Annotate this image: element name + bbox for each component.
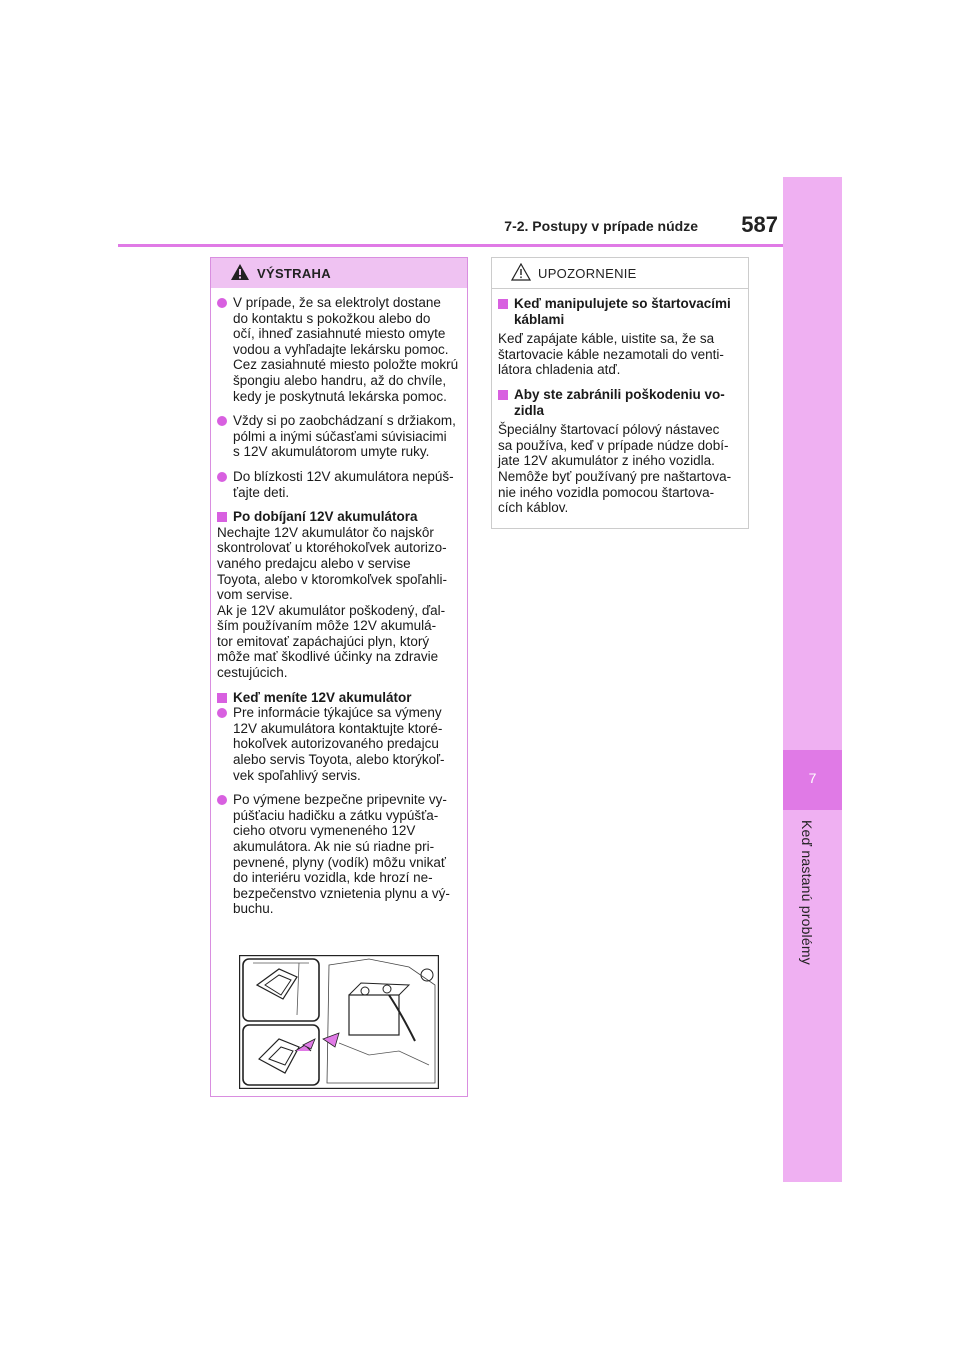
- item-text: Pre informácie týkajúce sa výmeny 12V akumulátora kontaktujte ktoré- hokoľvek autorizovaného predajcu alebo servis Toyota, alebo ktorýkoľ- vek spoľahlivý servis.: [233, 705, 445, 783]
- section-text: Nechajte 12V akumulátor čo najskôr skontrolovať u ktoréhokoľvek autorizo- vaného predajcu alebo v servise Toyota, alebo v ktoromkoľvek spoľahli- vom servise. Ak je 12V akumulátor poškodený, ďal- ším používaním môže 12V akumulá- tor emitovať zapáchajúci plyn, ktorý môže mať škodlivé účinky na zdravie cestujúcich.: [217, 524, 447, 681]
- warning-header: [211, 258, 467, 288]
- caution-label: UPOZORNENIE: [538, 266, 637, 281]
- bullet-icon: [217, 472, 227, 482]
- caution-body: [492, 289, 748, 516]
- list-item: [217, 413, 461, 460]
- square-bullet-icon: [217, 693, 227, 703]
- list-item: [217, 705, 461, 783]
- warning-label: VÝSTRAHA: [257, 266, 331, 281]
- warning-triangle-icon: [230, 263, 250, 281]
- list-item: [217, 469, 461, 500]
- section-text: Špeciálny štartovací pólový nástavec sa používa, keď v prípade núdze dobí- jate 12V akumulátor z iného vozidla. Nemôže byť používaný pre naštartova- nie iného vozidla pomocou štartova- cích káblov.: [498, 422, 732, 516]
- item-text: Vždy si po zaobchádzaní s držiakom, pólmi a inými súčasťami súvisiacimi s 12V akumulátorom umyte ruky.: [233, 413, 456, 460]
- item-text: V prípade, že sa elektrolyt dostane do kontaktu s pokožkou alebo do očí, ihneď zasiahnuté miesto omyte vodou a vyhľadajte lekársku pomoc. Cez zasiahnuté miesto položte mokrú špongiu alebo handru, až do chvíle, kedy je poskytnutá lekárska pomoc.: [233, 295, 459, 404]
- section-heading: Po dobíjaní 12V akumulátora: [217, 509, 461, 525]
- bullet-icon: [217, 416, 227, 426]
- section-after-charging: [217, 509, 461, 681]
- warning-box: [210, 257, 468, 1097]
- section-heading: Keď meníte 12V akumulátor: [217, 690, 461, 706]
- section-heading: Keď manipulujete so štartovacími káblami: [498, 296, 742, 327]
- square-bullet-icon: [498, 299, 508, 309]
- caution-section: [498, 387, 742, 516]
- bullet-icon: [217, 298, 227, 308]
- chapter-sidebar: [783, 177, 842, 1182]
- chapter-title: Keď nastanú problémy: [799, 820, 815, 965]
- header-divider: [118, 244, 783, 247]
- caution-header: [492, 258, 748, 289]
- caution-triangle-icon: [511, 263, 531, 281]
- section-text: Keď zapájate káble, uistite sa, že sa štartovacie káble nezamotali do venti- látora chladenia atď.: [498, 331, 724, 378]
- bullet-icon: [217, 795, 227, 805]
- item-text: Do blízkosti 12V akumulátora nepúš- ťajte deti.: [233, 468, 454, 500]
- battery-drain-plug-illustration: [239, 955, 439, 1089]
- item-text: Po výmene bezpečne pripevnite vy- púšťaciu hadičku a zátku vypúšťa- cieho otvoru vymeneného 12V akumulátora. Ak nie sú riadne pri- pevnené, plyny (vodík) môžu vnikať do interiéru vozidla, kde hrozí ne- bezpečenstvo vznietenia plynu a vý- buchu.: [233, 792, 450, 917]
- section-heading: Aby ste zabránili poškodeniu vo- zidla: [498, 387, 742, 418]
- page-number: 587: [741, 212, 778, 237]
- square-bullet-icon: [217, 512, 227, 522]
- square-bullet-icon: [498, 390, 508, 400]
- warning-body: [211, 288, 467, 917]
- caution-box: [491, 257, 749, 529]
- chapter-number-tab: 7: [783, 750, 842, 810]
- caution-section: [498, 296, 742, 378]
- section-title: 7-2. Postupy v prípade núdze: [504, 218, 698, 234]
- list-item: [217, 295, 461, 404]
- bullet-icon: [217, 708, 227, 718]
- list-item: [217, 792, 461, 917]
